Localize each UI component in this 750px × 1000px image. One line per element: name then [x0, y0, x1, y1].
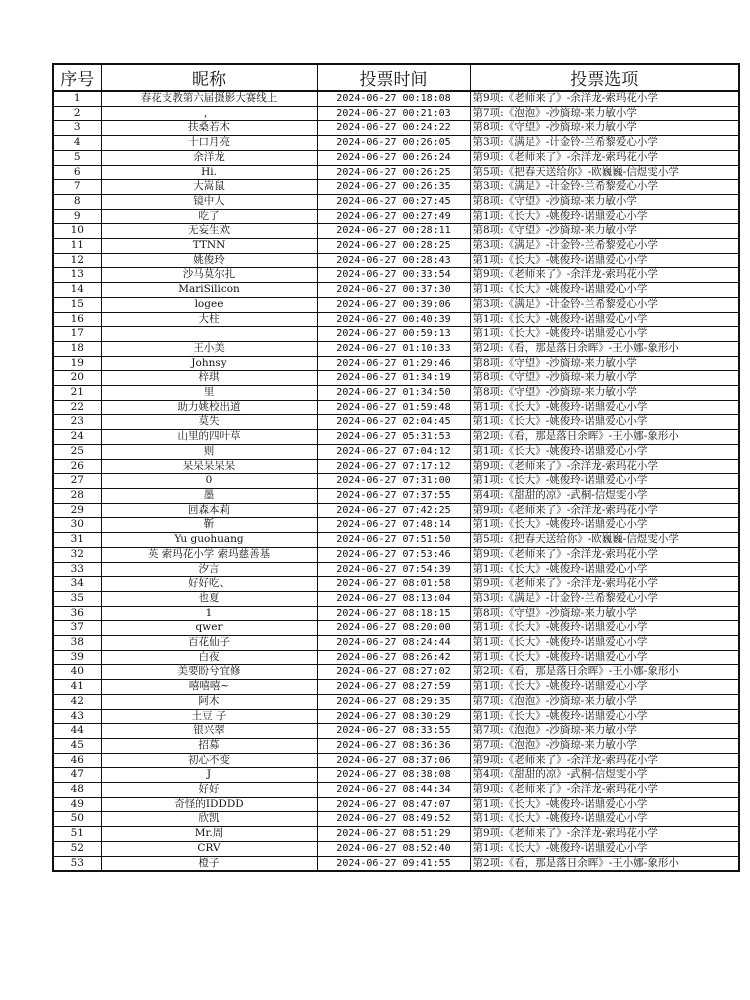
- table-row: [53, 341, 739, 356]
- row-nickname: 梓琪: [101, 371, 317, 386]
- table-row: [53, 91, 739, 106]
- row-vote-time: 2024-06-27 08:27:02: [317, 665, 470, 680]
- row-nickname: 0: [101, 474, 317, 489]
- table-row: [53, 488, 739, 503]
- row-nickname: 回森本莉: [101, 503, 317, 518]
- row-vote-time: 2024-06-27 00:28:11: [317, 224, 470, 239]
- row-vote-option: 第2项:《看，那是落日余晖》-王小娜-象形小: [470, 341, 739, 356]
- row-vote-option: 第9项:《老师来了》-余洋龙-索玛花小学: [470, 827, 739, 842]
- row-nickname: 沙马莫尔扎: [101, 268, 317, 283]
- table-row: [53, 415, 739, 430]
- row-vote-time: 2024-06-27 08:51:29: [317, 827, 470, 842]
- row-vote-option: 第1项:《长大》-姚俊玲-诺鼎爱心小学: [470, 562, 739, 577]
- row-vote-option: 第1项:《长大》-姚俊玲-诺鼎爱心小学: [470, 680, 739, 695]
- row-vote-option: 第1项:《长大》-姚俊玲-诺鼎爱心小学: [470, 209, 739, 224]
- table-row: [53, 547, 739, 562]
- row-vote-option: 第5项:《把春天送给你》-欧巍巍-信煜雯小学: [470, 165, 739, 180]
- row-vote-time: 2024-06-27 00:18:08: [317, 91, 470, 106]
- row-vote-option: 第1项:《长大》-姚俊玲-诺鼎爱心小学: [470, 444, 739, 459]
- row-index: 9: [53, 209, 101, 224]
- row-index: 7: [53, 180, 101, 195]
- row-index: 6: [53, 165, 101, 180]
- table-row: [53, 724, 739, 739]
- row-nickname: 镜中人: [101, 194, 317, 209]
- row-nickname: 里: [101, 386, 317, 401]
- row-nickname: Mr.周: [101, 827, 317, 842]
- header-vote-time: 投票时间: [317, 64, 470, 91]
- row-index: 36: [53, 606, 101, 621]
- row-nickname: 墨: [101, 488, 317, 503]
- row-vote-time: 2024-06-27 08:49:52: [317, 812, 470, 827]
- row-vote-time: 2024-06-27 00:27:49: [317, 209, 470, 224]
- row-nickname: 欣凯: [101, 812, 317, 827]
- row-index: 19: [53, 356, 101, 371]
- row-vote-time: 2024-06-27 00:26:25: [317, 165, 470, 180]
- row-vote-time: 2024-06-27 07:48:14: [317, 518, 470, 533]
- row-vote-option: 第3项:《满足》-计金铃-兰希黎爱心小学: [470, 239, 739, 254]
- row-vote-time: 2024-06-27 07:31:00: [317, 474, 470, 489]
- row-vote-option: 第1项:《长大》-姚俊玲-诺鼎爱心小学: [470, 636, 739, 651]
- row-vote-time: 2024-06-27 08:01:58: [317, 577, 470, 592]
- row-nickname: CRV: [101, 841, 317, 856]
- vote-table: [52, 63, 740, 872]
- row-vote-time: 2024-06-27 01:10:33: [317, 341, 470, 356]
- table-row: [53, 327, 739, 342]
- vote-record-sheet: [52, 63, 692, 872]
- row-index: 22: [53, 400, 101, 415]
- row-nickname: 山里的四叶草: [101, 430, 317, 445]
- row-index: 30: [53, 518, 101, 533]
- row-nickname: 百花仙子: [101, 636, 317, 651]
- table-row: [53, 430, 739, 445]
- row-vote-option: 第9项:《老师来了》-余洋龙-索玛花小学: [470, 459, 739, 474]
- row-index: 24: [53, 430, 101, 445]
- row-index: 15: [53, 297, 101, 312]
- row-nickname: 嘻嘻嘻~: [101, 680, 317, 695]
- row-vote-option: 第1项:《长大》-姚俊玲-诺鼎爱心小学: [470, 841, 739, 856]
- row-vote-option: 第1项:《长大》-姚俊玲-诺鼎爱心小学: [470, 709, 739, 724]
- row-vote-option: 第7项:《泡泡》-沙旖琼-来力敏小学: [470, 694, 739, 709]
- row-nickname: 银兴翠: [101, 724, 317, 739]
- row-vote-option: 第1项:《长大》-姚俊玲-诺鼎爱心小学: [470, 797, 739, 812]
- row-index: 10: [53, 224, 101, 239]
- row-vote-time: 2024-06-27 08:26:42: [317, 650, 470, 665]
- row-index: 3: [53, 121, 101, 136]
- row-vote-option: 第3项:《满足》-计金铃-兰希黎爱心小学: [470, 136, 739, 151]
- row-vote-option: 第8项:《守望》-沙旖琼-来力敏小学: [470, 606, 739, 621]
- table-row: [53, 253, 739, 268]
- row-index: 29: [53, 503, 101, 518]
- row-index: 48: [53, 783, 101, 798]
- row-vote-option: 第2项:《看，那是落日余晖》-王小娜-象形小: [470, 665, 739, 680]
- row-index: 13: [53, 268, 101, 283]
- row-nickname: Yu guohuang: [101, 533, 317, 548]
- row-index: 45: [53, 738, 101, 753]
- row-index: 51: [53, 827, 101, 842]
- row-nickname: logee: [101, 297, 317, 312]
- row-vote-option: 第9项:《老师来了》-余洋龙-索玛花小学: [470, 783, 739, 798]
- table-row: [53, 503, 739, 518]
- row-index: 1: [53, 91, 101, 106]
- row-vote-time: 2024-06-27 01:34:50: [317, 386, 470, 401]
- row-index: 33: [53, 562, 101, 577]
- row-index: 2: [53, 106, 101, 121]
- row-nickname: 汐言: [101, 562, 317, 577]
- row-index: 23: [53, 415, 101, 430]
- table-row: [53, 209, 739, 224]
- row-vote-time: 2024-06-27 00:28:25: [317, 239, 470, 254]
- row-nickname: 好好吃、: [101, 577, 317, 592]
- row-vote-option: 第1项:《长大》-姚俊玲-诺鼎爱心小学: [470, 400, 739, 415]
- table-row: [53, 106, 739, 121]
- row-vote-time: 2024-06-27 00:27:45: [317, 194, 470, 209]
- row-vote-time: 2024-06-27 00:26:35: [317, 180, 470, 195]
- row-vote-option: 第9项:《老师来了》-余洋龙-索玛花小学: [470, 150, 739, 165]
- row-nickname: 靳: [101, 518, 317, 533]
- row-vote-time: 2024-06-27 07:42:25: [317, 503, 470, 518]
- row-nickname: 白夜: [101, 650, 317, 665]
- row-nickname: 大嵩鼠: [101, 180, 317, 195]
- table-row: [53, 444, 739, 459]
- row-nickname: 十口月亮: [101, 136, 317, 151]
- row-index: 40: [53, 665, 101, 680]
- row-vote-option: 第9项:《老师来了》-余洋龙-索玛花小学: [470, 753, 739, 768]
- table-row: [53, 268, 739, 283]
- row-nickname: [101, 327, 317, 342]
- row-vote-option: 第1项:《长大》-姚俊玲-诺鼎爱心小学: [470, 283, 739, 298]
- row-nickname: 好好: [101, 783, 317, 798]
- table-row: [53, 841, 739, 856]
- row-index: 35: [53, 591, 101, 606]
- row-nickname: 土豆 子: [101, 709, 317, 724]
- row-nickname: 1: [101, 606, 317, 621]
- table-row: [53, 856, 739, 871]
- row-index: 38: [53, 636, 101, 651]
- row-index: 8: [53, 194, 101, 209]
- row-index: 53: [53, 856, 101, 871]
- row-vote-time: 2024-06-27 08:20:00: [317, 621, 470, 636]
- row-vote-option: 第8项:《守望》-沙旖琼-来力敏小学: [470, 194, 739, 209]
- row-index: 12: [53, 253, 101, 268]
- row-vote-time: 2024-06-27 01:59:48: [317, 400, 470, 415]
- row-vote-time: 2024-06-27 07:04:12: [317, 444, 470, 459]
- row-vote-option: 第3项:《满足》-计金铃-兰希黎爱心小学: [470, 180, 739, 195]
- row-vote-option: 第4项:《甜甜的凉》-武桐-信煜雯小学: [470, 768, 739, 783]
- row-nickname: 英 索玛花小学 索玛慈善基: [101, 547, 317, 562]
- row-vote-option: 第9项:《老师来了》-余洋龙-索玛花小学: [470, 503, 739, 518]
- table-row: [53, 680, 739, 695]
- row-vote-option: 第7项:《泡泡》-沙旖琼-来力敏小学: [470, 738, 739, 753]
- row-vote-option: 第1项:《长大》-姚俊玲-诺鼎爱心小学: [470, 327, 739, 342]
- row-nickname: 也夏: [101, 591, 317, 606]
- row-index: 5: [53, 150, 101, 165]
- table-row: [53, 577, 739, 592]
- row-index: 11: [53, 239, 101, 254]
- row-vote-option: 第4项:《甜甜的凉》-武桐-信煜雯小学: [470, 488, 739, 503]
- row-index: 17: [53, 327, 101, 342]
- row-index: 21: [53, 386, 101, 401]
- row-vote-time: 2024-06-27 08:47:07: [317, 797, 470, 812]
- row-vote-time: 2024-06-27 07:51:50: [317, 533, 470, 548]
- row-nickname: 助力姚校出道: [101, 400, 317, 415]
- row-index: 37: [53, 621, 101, 636]
- row-vote-time: 2024-06-27 00:39:06: [317, 297, 470, 312]
- row-index: 50: [53, 812, 101, 827]
- table-row: [53, 738, 739, 753]
- table-row: [53, 224, 739, 239]
- row-vote-time: 2024-06-27 01:29:46: [317, 356, 470, 371]
- row-vote-time: 2024-06-27 08:33:55: [317, 724, 470, 739]
- row-nickname: Johnsy: [101, 356, 317, 371]
- table-row: [53, 665, 739, 680]
- header-vote-option: 投票选项: [470, 64, 739, 91]
- row-vote-option: 第1项:《长大》-姚俊玲-诺鼎爱心小学: [470, 621, 739, 636]
- row-nickname: 无妄生欢: [101, 224, 317, 239]
- row-nickname: 奇怪的IDDDD: [101, 797, 317, 812]
- row-index: 16: [53, 312, 101, 327]
- row-nickname: Hi.: [101, 165, 317, 180]
- row-vote-time: 2024-06-27 07:53:46: [317, 547, 470, 562]
- header-nickname: 昵称: [101, 64, 317, 91]
- row-vote-option: 第9项:《老师来了》-余洋龙-索玛花小学: [470, 547, 739, 562]
- table-row: [53, 136, 739, 151]
- table-row: [53, 194, 739, 209]
- row-vote-option: 第8项:《守望》-沙旖琼-来力敏小学: [470, 121, 739, 136]
- row-vote-time: 2024-06-27 08:44:34: [317, 783, 470, 798]
- table-row: [53, 239, 739, 254]
- table-row: [53, 621, 739, 636]
- row-vote-time: 2024-06-27 00:28:43: [317, 253, 470, 268]
- table-row: [53, 827, 739, 842]
- table-row: [53, 165, 739, 180]
- row-vote-time: 2024-06-27 08:24:44: [317, 636, 470, 651]
- table-body: [53, 91, 739, 871]
- row-vote-time: 2024-06-27 07:37:55: [317, 488, 470, 503]
- table-row: [53, 371, 739, 386]
- row-vote-option: 第3项:《满足》-计金铃-兰希黎爱心小学: [470, 591, 739, 606]
- row-vote-time: 2024-06-27 00:26:24: [317, 150, 470, 165]
- row-vote-option: 第9项:《老师来了》-余洋龙-索玛花小学: [470, 577, 739, 592]
- row-vote-option: 第9项:《老师来了》-余洋龙-索玛花小学: [470, 268, 739, 283]
- row-nickname: 呆呆呆呆呆: [101, 459, 317, 474]
- row-vote-option: 第7项:《泡泡》-沙旖琼-来力敏小学: [470, 106, 739, 121]
- row-vote-time: 2024-06-27 00:40:39: [317, 312, 470, 327]
- row-vote-time: 2024-06-27 08:37:06: [317, 753, 470, 768]
- row-nickname: 余洋龙: [101, 150, 317, 165]
- table-row: [53, 283, 739, 298]
- row-nickname: 王小美: [101, 341, 317, 356]
- table-row: [53, 474, 739, 489]
- table-row: [53, 783, 739, 798]
- row-vote-time: 2024-06-27 09:41:55: [317, 856, 470, 871]
- table-row: [53, 386, 739, 401]
- row-vote-option: 第1项:《长大》-姚俊玲-诺鼎爱心小学: [470, 812, 739, 827]
- row-vote-option: 第8项:《守望》-沙旖琼-来力敏小学: [470, 371, 739, 386]
- row-vote-option: 第1项:《长大》-姚俊玲-诺鼎爱心小学: [470, 650, 739, 665]
- table-row: [53, 606, 739, 621]
- row-vote-option: 第1项:《长大》-姚俊玲-诺鼎爱心小学: [470, 415, 739, 430]
- row-vote-time: 2024-06-27 05:31:53: [317, 430, 470, 445]
- row-index: 27: [53, 474, 101, 489]
- row-nickname: 扶桑若木: [101, 121, 317, 136]
- row-index: 46: [53, 753, 101, 768]
- row-vote-option: 第2项:《看，那是落日余晖》-王小娜-象形小: [470, 856, 739, 871]
- row-nickname: TTNN: [101, 239, 317, 254]
- row-vote-option: 第1项:《长大》-姚俊玲-诺鼎爱心小学: [470, 312, 739, 327]
- row-vote-option: 第8项:《守望》-沙旖琼-来力敏小学: [470, 224, 739, 239]
- row-vote-time: 2024-06-27 00:24:22: [317, 121, 470, 136]
- row-vote-option: 第1项:《长大》-姚俊玲-诺鼎爱心小学: [470, 518, 739, 533]
- row-vote-option: 第1项:《长大》-姚俊玲-诺鼎爱心小学: [470, 253, 739, 268]
- table-row: [53, 768, 739, 783]
- row-nickname: 橙子: [101, 856, 317, 871]
- table-row: [53, 753, 739, 768]
- row-vote-option: 第8项:《守望》-沙旖琼-来力敏小学: [470, 386, 739, 401]
- row-vote-time: 2024-06-27 00:26:05: [317, 136, 470, 151]
- row-vote-option: 第7项:《泡泡》-沙旖琼-来力敏小学: [470, 724, 739, 739]
- row-vote-option: 第8项:《守望》-沙旖琼-来力敏小学: [470, 356, 739, 371]
- row-vote-option: 第1项:《长大》-姚俊玲-诺鼎爱心小学: [470, 474, 739, 489]
- table-row: [53, 312, 739, 327]
- row-vote-time: 2024-06-27 08:27:59: [317, 680, 470, 695]
- row-nickname: MariSilicon: [101, 283, 317, 298]
- table-row: [53, 459, 739, 474]
- row-vote-time: 2024-06-27 07:54:39: [317, 562, 470, 577]
- row-vote-time: 2024-06-27 08:36:36: [317, 738, 470, 753]
- row-vote-time: 2024-06-27 00:33:54: [317, 268, 470, 283]
- table-row: [53, 636, 739, 651]
- table-row: [53, 709, 739, 724]
- row-index: 32: [53, 547, 101, 562]
- row-vote-time: 2024-06-27 00:37:30: [317, 283, 470, 298]
- table-header-row: [53, 64, 739, 91]
- row-vote-option: 第2项:《看，那是落日余晖》-王小娜-象形小: [470, 430, 739, 445]
- row-nickname: ，: [101, 106, 317, 121]
- row-nickname: 春花支教第六届摄影大赛线上: [101, 91, 317, 106]
- row-vote-time: 2024-06-27 08:30:29: [317, 709, 470, 724]
- row-nickname: 招募: [101, 738, 317, 753]
- table-row: [53, 694, 739, 709]
- row-nickname: 则: [101, 444, 317, 459]
- row-vote-time: 2024-06-27 08:52:40: [317, 841, 470, 856]
- row-nickname: qwer: [101, 621, 317, 636]
- row-vote-option: 第5项:《把春天送给你》-欧巍巍-信煜雯小学: [470, 533, 739, 548]
- row-nickname: 美要盼兮宜修: [101, 665, 317, 680]
- table-row: [53, 180, 739, 195]
- row-vote-time: 2024-06-27 02:04:45: [317, 415, 470, 430]
- table-row: [53, 591, 739, 606]
- row-index: 41: [53, 680, 101, 695]
- row-vote-time: 2024-06-27 08:38:08: [317, 768, 470, 783]
- table-row: [53, 150, 739, 165]
- row-nickname: 莫失: [101, 415, 317, 430]
- row-vote-time: 2024-06-27 07:17:12: [317, 459, 470, 474]
- row-index: 42: [53, 694, 101, 709]
- row-vote-option: 第9项:《老师来了》-余洋龙-索玛花小学: [470, 91, 739, 106]
- row-index: 43: [53, 709, 101, 724]
- row-vote-time: 2024-06-27 01:34:19: [317, 371, 470, 386]
- row-vote-time: 2024-06-27 00:21:03: [317, 106, 470, 121]
- table-row: [53, 650, 739, 665]
- table-row: [53, 400, 739, 415]
- row-vote-option: 第3项:《满足》-计金铃-兰希黎爱心小学: [470, 297, 739, 312]
- row-index: 44: [53, 724, 101, 739]
- row-vote-time: 2024-06-27 08:29:35: [317, 694, 470, 709]
- row-index: 49: [53, 797, 101, 812]
- row-index: 25: [53, 444, 101, 459]
- table-row: [53, 533, 739, 548]
- table-row: [53, 797, 739, 812]
- row-index: 52: [53, 841, 101, 856]
- row-vote-time: 2024-06-27 08:18:15: [317, 606, 470, 621]
- row-index: 47: [53, 768, 101, 783]
- row-index: 34: [53, 577, 101, 592]
- table-row: [53, 356, 739, 371]
- row-nickname: 吃了: [101, 209, 317, 224]
- row-index: 26: [53, 459, 101, 474]
- row-nickname: 初心不变: [101, 753, 317, 768]
- table-row: [53, 297, 739, 312]
- row-index: 39: [53, 650, 101, 665]
- row-nickname: 阿木: [101, 694, 317, 709]
- row-index: 14: [53, 283, 101, 298]
- row-nickname: J: [101, 768, 317, 783]
- row-index: 28: [53, 488, 101, 503]
- row-index: 31: [53, 533, 101, 548]
- header-index: 序号: [53, 64, 101, 91]
- table-row: [53, 562, 739, 577]
- row-index: 18: [53, 341, 101, 356]
- row-vote-time: 2024-06-27 00:59:13: [317, 327, 470, 342]
- table-row: [53, 518, 739, 533]
- row-vote-time: 2024-06-27 08:13:04: [317, 591, 470, 606]
- table-row: [53, 121, 739, 136]
- row-nickname: 姚俊玲: [101, 253, 317, 268]
- row-nickname: 大柱: [101, 312, 317, 327]
- row-index: 20: [53, 371, 101, 386]
- row-index: 4: [53, 136, 101, 151]
- table-row: [53, 812, 739, 827]
